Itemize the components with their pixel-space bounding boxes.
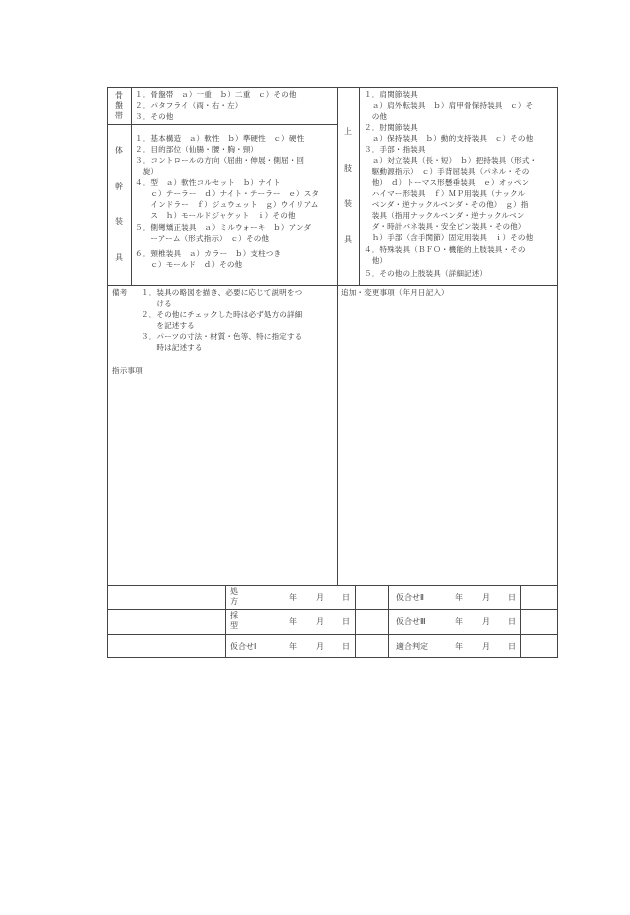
taikan-line: ーアーム（形式指示） ｃ）その他: [135, 234, 270, 243]
divider-bottom-col-2: [355, 585, 356, 657]
divider-bottom-col-4: [520, 585, 521, 657]
taikan-line: ５．側彎矯正装具 ａ）ミルウォーキ ｂ）アンダ: [135, 223, 312, 232]
joshi-line: ハイマー形装具 ｆ）ＭＰ用装具（ナックル: [364, 189, 526, 198]
kotsuban-line: ２．パタフライ（両・右・左）: [135, 101, 243, 110]
divider-kotsuban-bottom: [108, 124, 337, 125]
taikan-line: ｃ）テーラー ｄ）ナイト・テーラー ｅ）スタ: [135, 189, 320, 198]
divider-bottom-left-row-2: [108, 634, 225, 635]
joshi-line: ４．特殊装具（ＢＦＯ・機能的上肢装具・その: [364, 245, 526, 254]
saikei-label-top: 採: [230, 611, 238, 620]
taikan-line: ２．目的部位（仙腸・腰・胸・頸）: [135, 145, 259, 154]
divider-bottom-row-2: [225, 634, 557, 635]
date-month: 月: [482, 593, 490, 602]
date-month: 月: [482, 642, 490, 651]
joshi-line: 他） ｄ）トーマス形懸垂装具 ｅ）オッペン: [364, 178, 530, 187]
shohou-label-bottom: 方: [230, 597, 238, 606]
date-year: 年: [455, 593, 463, 602]
date-month: 月: [316, 642, 324, 651]
prescription-form: [107, 87, 558, 658]
joshi-label-char: 具: [344, 235, 352, 244]
biko-line: １．装具の略図を描き、必要に応じて説明をつ: [141, 288, 303, 297]
taikan-label-char: 装: [115, 217, 123, 226]
taikan-line: １．基本構造 ａ）軟性 ｂ）準硬性 ｃ）硬性: [135, 134, 305, 143]
joshi-label-char: 肢: [344, 164, 352, 173]
date-day: 日: [342, 642, 350, 651]
joshi-line: の他: [364, 112, 388, 121]
divider-sections-bottom: [108, 285, 557, 286]
joshi-line: ａ）肩外転装具 ｂ）肩甲骨保持装具 ｃ）そ: [364, 101, 534, 110]
divider-left-label-column: [131, 88, 132, 285]
divider-joshi-label-column: [359, 88, 360, 285]
joshi-line: ３．手部・指装具: [364, 145, 426, 154]
taikan-line: 旋）: [135, 167, 159, 176]
divider-bottom-row-1: [225, 609, 557, 610]
biko-line: ける: [141, 299, 172, 308]
date-day: 日: [342, 593, 350, 602]
divider-bottom-col-1: [225, 585, 226, 657]
kariawase-2-label: 仮合せⅡ: [396, 593, 424, 602]
divider-bottom-rows-top: [108, 585, 557, 586]
biko-label: 備考: [112, 288, 128, 297]
kotsuban-label-char: 骨: [115, 91, 123, 100]
saikei-label-bottom: 型: [230, 621, 238, 630]
kotsuban-line: ３．その他: [135, 112, 174, 121]
date-day: 日: [508, 642, 516, 651]
joshi-line: ダ・時計バネ装具・安全ピン装具・その他）: [364, 222, 526, 231]
taikan-line: ３．コントロールの方向（屈曲・伸展・側屈・回: [135, 156, 305, 165]
tsuika-label: 追加・変更事項（年月日記入）: [341, 288, 449, 297]
joshi-line: ２．肘関節装具: [364, 123, 418, 132]
kariawase-1-label: 仮合せⅠ: [230, 642, 257, 651]
kariawase-3-label: 仮合せⅢ: [396, 617, 426, 626]
date-month: 月: [482, 617, 490, 626]
biko-line: 時は記述する: [141, 343, 203, 352]
taikan-label-char: 体: [115, 146, 123, 155]
joshi-line: １．肩関節装具: [364, 90, 418, 99]
divider-bottom-left-row: [108, 609, 225, 610]
joshi-line: ｈ）手部（含手関節）固定用装具 ｉ）その他: [364, 233, 534, 242]
taikan-line: インドラー ｆ）ジュウェット ｇ）ウイリアム: [135, 200, 319, 209]
taikan-line: ６．頸椎装具 ａ）カラー ｂ）支柱つき: [135, 249, 282, 258]
joshi-line: 駆動源指示） ｃ）手背屈装具（パネル・その: [364, 167, 530, 176]
date-year: 年: [455, 642, 463, 651]
kotsuban-label-char: 盤: [115, 101, 123, 110]
shohou-label-top: 処: [230, 587, 238, 596]
date-day: 日: [508, 617, 516, 626]
joshi-line: ベンダ・逆ナックルベンダ・その他） ｇ）指: [364, 200, 529, 209]
date-year: 年: [289, 642, 297, 651]
date-month: 月: [316, 593, 324, 602]
date-year: 年: [455, 617, 463, 626]
joshi-line: ５．その他の上肢装具（詳細記述）: [364, 269, 488, 278]
date-year: 年: [289, 593, 297, 602]
divider-center: [337, 88, 338, 585]
joshi-label-char: 上: [344, 127, 352, 136]
biko-line: を記述する: [141, 321, 195, 330]
biko-line: ２．その他にチェックした時は必ず処方の詳細: [141, 310, 303, 319]
date-year: 年: [289, 617, 297, 626]
joshi-label-char: 装: [344, 199, 352, 208]
date-day: 日: [342, 617, 350, 626]
taikan-line: ４．型 ａ）軟性コルセット ｂ）ナイト: [135, 178, 281, 187]
biko-line: ３．パーツの寸法・材質・色等、特に指定する: [141, 332, 303, 341]
kotsuban-label-char: 帯: [115, 111, 123, 120]
joshi-line: 他）: [364, 256, 388, 265]
date-day: 日: [508, 593, 516, 602]
tekigou-hantei-label: 適合判定: [396, 642, 428, 651]
shiji-label: 指示事項: [112, 366, 143, 375]
taikan-line: ス ｈ）モールドジャケット ｉ）その他: [135, 211, 296, 220]
joshi-line: 装具（指用ナックルベンダ・逆ナックルベン: [364, 211, 525, 220]
taikan-label-char: 幹: [115, 182, 123, 191]
joshi-line: ａ）保持装具 ｂ）動的支持装具 ｃ）その他: [364, 134, 534, 143]
joshi-line: ａ）対立装具（長・短） ｂ）把持装具（形式・: [364, 156, 538, 165]
taikan-line: ｃ）モールド ｄ）その他: [135, 260, 243, 269]
divider-bottom-col-3: [388, 585, 389, 657]
kotsuban-line: １．骨盤帯 ａ）一重 ｂ）二重 ｃ）その他: [135, 90, 297, 99]
date-month: 月: [316, 617, 324, 626]
taikan-label-char: 具: [115, 253, 123, 262]
